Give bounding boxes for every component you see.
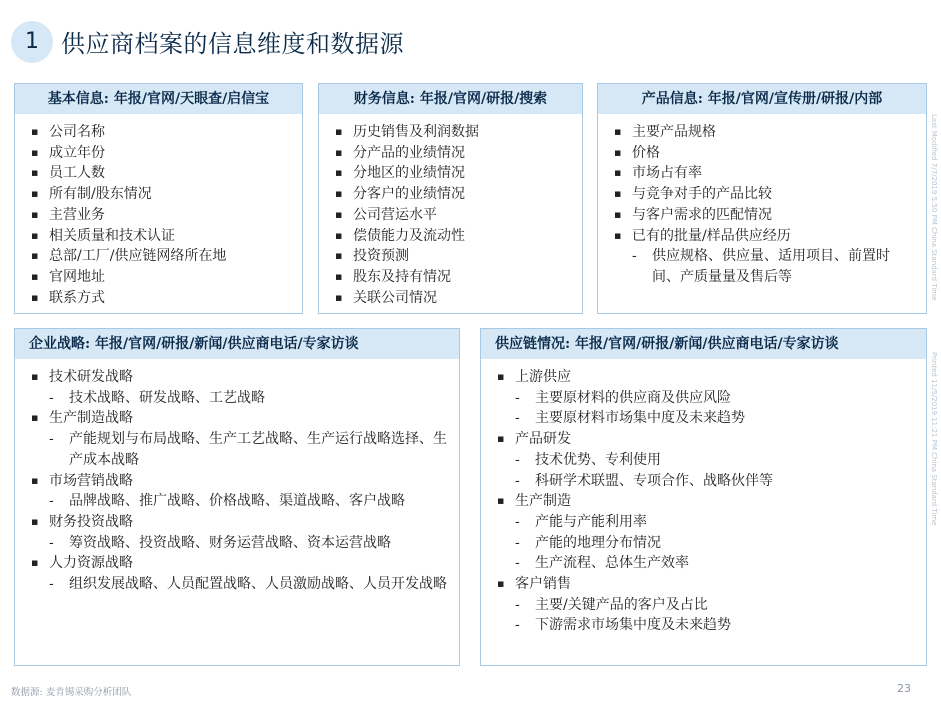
bullet-marker: ▪ [31, 166, 39, 180]
supply-chain-box [480, 328, 927, 666]
basic-info-header: 基本信息: 年报/官网/天眼查/启信宝 [15, 84, 302, 114]
bullet-marker: ▪ [31, 187, 39, 201]
financial-info-header: 财务信息: 年报/官网/研报/搜索 [319, 84, 582, 114]
sub-list-item [495, 388, 914, 409]
list-item-text: 筹资战略、投资战略、财务运营战略、资本运营战略 [69, 534, 391, 551]
list-item-text: 联系方式 [49, 289, 105, 306]
bullet-marker: ▪ [31, 514, 39, 528]
dash-marker: - [515, 596, 520, 613]
list-item [333, 184, 570, 205]
dash-marker: - [515, 410, 520, 427]
list-item-text: 生产流程、总体生产效率 [535, 555, 689, 572]
list-item [29, 143, 290, 164]
data-source-note: 数据源: 麦肯锡采购分析团队 [11, 687, 132, 698]
list-item [29, 226, 290, 247]
product-info-box [597, 83, 927, 314]
list-item [333, 288, 570, 309]
list-item-text: 所有制/股东情况 [49, 186, 152, 203]
list-item-text: 公司营运水平 [353, 206, 437, 223]
bullet-marker: ▪ [614, 228, 622, 242]
dash-marker: - [49, 389, 54, 406]
bullet-marker: ▪ [335, 187, 343, 201]
bullet-marker: ▪ [335, 207, 343, 221]
bullet-marker: ▪ [614, 187, 622, 201]
list-item-text: 成立年份 [49, 144, 105, 161]
basic-info-box [14, 83, 303, 314]
list-item-text: 客户销售 [515, 576, 571, 593]
list-item-text: 生产制造 [515, 493, 571, 510]
sub-list-item [29, 429, 447, 470]
list-item [612, 205, 914, 226]
list-item-text: 主要原材料的供应商及供应风险 [535, 389, 731, 406]
sub-list-item [495, 471, 914, 492]
bullet-marker: ▪ [497, 494, 505, 508]
list-item-text: 科研学术联盟、专项合作、战略伙伴等 [535, 472, 773, 489]
list-item-text: 主要原材料市场集中度及未来趋势 [535, 410, 745, 427]
dash-marker: - [49, 534, 54, 551]
bullet-marker: ▪ [31, 556, 39, 570]
list-item-text: 技术研发战略 [49, 369, 133, 385]
financial-info-box [318, 83, 583, 314]
list-item [29, 288, 290, 309]
bullet-marker: ▪ [335, 249, 343, 263]
bullet-marker: ▪ [614, 207, 622, 221]
bullet-marker: ▪ [31, 473, 39, 487]
bullet-marker: ▪ [497, 432, 505, 446]
bullet-marker: ▪ [497, 577, 505, 591]
bullet-marker: ▪ [614, 125, 622, 138]
list-item [29, 367, 447, 388]
dash-marker: - [49, 493, 54, 510]
dash-marker: - [632, 248, 637, 265]
list-item [333, 163, 570, 184]
list-item-text: 总部/工厂/供应链网络所在地 [49, 248, 227, 265]
list-item [495, 367, 914, 388]
list-item-text: 关联公司情况 [353, 289, 437, 306]
bullet-marker: ▪ [335, 166, 343, 180]
list-item [333, 143, 570, 164]
list-item-text: 分地区的业绩情况 [353, 165, 465, 182]
strategy-header: 企业战略: 年报/官网/研报/新闻/供应商电话/专家访谈 [15, 329, 459, 359]
list-item [29, 246, 290, 267]
list-item-text: 市场占有率 [632, 165, 702, 182]
list-item-text: 市场营销战略 [49, 472, 133, 489]
list-item-text: 与客户需求的匹配情况 [632, 206, 772, 223]
sub-list-item [612, 246, 914, 287]
supply-chain-list [495, 367, 914, 636]
bullet-marker: ▪ [335, 290, 343, 304]
list-item [612, 226, 914, 247]
dash-marker: - [49, 431, 54, 448]
list-item [29, 267, 290, 288]
list-item-text: 已有的批量/样品供应经历 [632, 227, 791, 244]
bullet-marker: ▪ [497, 370, 505, 383]
list-item-text: 供应规格、供应量、适用项目、前置时间、产质量量及售后等 [652, 248, 890, 285]
sub-list-item [495, 615, 914, 636]
list-item-text: 产品研发 [515, 431, 571, 448]
section-number-badge: 1 [11, 21, 53, 63]
list-item [333, 122, 570, 143]
list-item [29, 163, 290, 184]
list-item [29, 184, 290, 205]
bullet-marker: ▪ [31, 145, 39, 159]
list-item-text: 投资预测 [353, 248, 409, 265]
bullet-marker: ▪ [31, 207, 39, 221]
list-item-text: 主要/关键产品的客户及占比 [535, 596, 708, 613]
list-item-text: 上游供应 [515, 369, 571, 385]
list-item-text: 产能与产能利用率 [535, 513, 647, 530]
dash-marker: - [515, 472, 520, 489]
list-item-text: 生产制造战略 [49, 410, 133, 427]
product-info-list [612, 122, 914, 288]
list-item-text: 价格 [632, 144, 660, 161]
sub-list-item [495, 450, 914, 471]
bullet-marker: ▪ [31, 411, 39, 425]
sub-list-item [495, 553, 914, 574]
list-item [612, 143, 914, 164]
list-item [495, 574, 914, 595]
list-item [29, 512, 447, 533]
list-item-text: 产能的地理分布情况 [535, 534, 661, 551]
bullet-marker: ▪ [335, 125, 343, 138]
dash-marker: - [515, 617, 520, 634]
printed-note: Printed 11/5/2019 11:21 PM China Standard Time [930, 352, 938, 526]
bullet-marker: ▪ [31, 290, 39, 304]
bullet-marker: ▪ [31, 228, 39, 242]
list-item [495, 491, 914, 512]
list-item [333, 267, 570, 288]
sub-list-item [29, 574, 447, 595]
list-item [333, 226, 570, 247]
list-item-text: 偿债能力及流动性 [353, 227, 465, 244]
list-item-text: 官网地址 [49, 268, 105, 285]
dash-marker: - [515, 389, 520, 406]
list-item-text: 组织发展战略、人员配置战略、人员激励战略、人员开发战略 [69, 576, 447, 593]
list-item [612, 122, 914, 143]
sub-list-item [495, 533, 914, 554]
list-item-text: 公司名称 [49, 124, 105, 140]
bullet-marker: ▪ [31, 249, 39, 263]
list-item [29, 205, 290, 226]
bullet-marker: ▪ [614, 145, 622, 159]
sub-list-item [29, 491, 447, 512]
list-item [612, 163, 914, 184]
list-item [495, 429, 914, 450]
bullet-marker: ▪ [31, 125, 39, 138]
list-item-text: 人力资源战略 [49, 555, 133, 572]
sub-list-item [495, 408, 914, 429]
list-item [29, 122, 290, 143]
page-title: 供应商档案的信息维度和数据源 [61, 30, 404, 58]
list-item-text: 与竞争对手的产品比较 [632, 186, 772, 203]
strategy-list [29, 367, 447, 595]
list-item-text: 主营业务 [49, 206, 105, 223]
list-item [333, 205, 570, 226]
strategy-box [14, 328, 460, 666]
last-modified-note: Last Modified 7/7/2019 5:50 PM China Standard Time [930, 114, 938, 301]
list-item-text: 主要产品规格 [632, 124, 716, 140]
sub-list-item [29, 388, 447, 409]
bullet-marker: ▪ [31, 269, 39, 283]
bullet-marker: ▪ [335, 228, 343, 242]
list-item-text: 分客户的业绩情况 [353, 186, 465, 203]
dash-marker: - [515, 451, 520, 468]
list-item-text: 下游需求市场集中度及未来趋势 [535, 617, 731, 634]
product-info-header: 产品信息: 年报/官网/宣传册/研报/内部 [598, 84, 926, 114]
list-item-text: 品牌战略、推广战略、价格战略、渠道战略、客户战略 [69, 493, 405, 510]
dash-marker: - [49, 576, 54, 593]
list-item-text: 股东及持有情况 [353, 268, 451, 285]
list-item [333, 246, 570, 267]
list-item-text: 财务投资战略 [49, 513, 133, 530]
basic-info-list [29, 122, 290, 308]
list-item-text: 相关质量和技术认证 [49, 227, 175, 244]
list-item-text: 技术战略、研发战略、工艺战略 [69, 389, 265, 406]
list-item-text: 分产品的业绩情况 [353, 144, 465, 161]
bullet-marker: ▪ [335, 145, 343, 159]
page-number: 23 [897, 682, 911, 695]
financial-info-list [333, 122, 570, 308]
bullet-marker: ▪ [335, 269, 343, 283]
list-item [29, 553, 447, 574]
list-item-text: 产能规划与布局战略、生产工艺战略、生产运行战略选择、生产成本战略 [69, 431, 447, 468]
sub-list-item [29, 533, 447, 554]
list-item [612, 184, 914, 205]
supply-chain-header: 供应链情况: 年报/官网/研报/新闻/供应商电话/专家访谈 [481, 329, 926, 359]
dash-marker: - [515, 534, 520, 551]
sub-list-item [495, 595, 914, 616]
list-item [29, 471, 447, 492]
bullet-marker: ▪ [614, 166, 622, 180]
bullet-marker: ▪ [31, 370, 39, 383]
sub-list-item [495, 512, 914, 533]
list-item [29, 408, 447, 429]
list-item-text: 历史销售及利润数据 [353, 124, 479, 140]
list-item-text: 员工人数 [49, 165, 105, 182]
list-item-text: 技术优势、专利使用 [535, 451, 661, 468]
dash-marker: - [515, 555, 520, 572]
dash-marker: - [515, 513, 520, 530]
